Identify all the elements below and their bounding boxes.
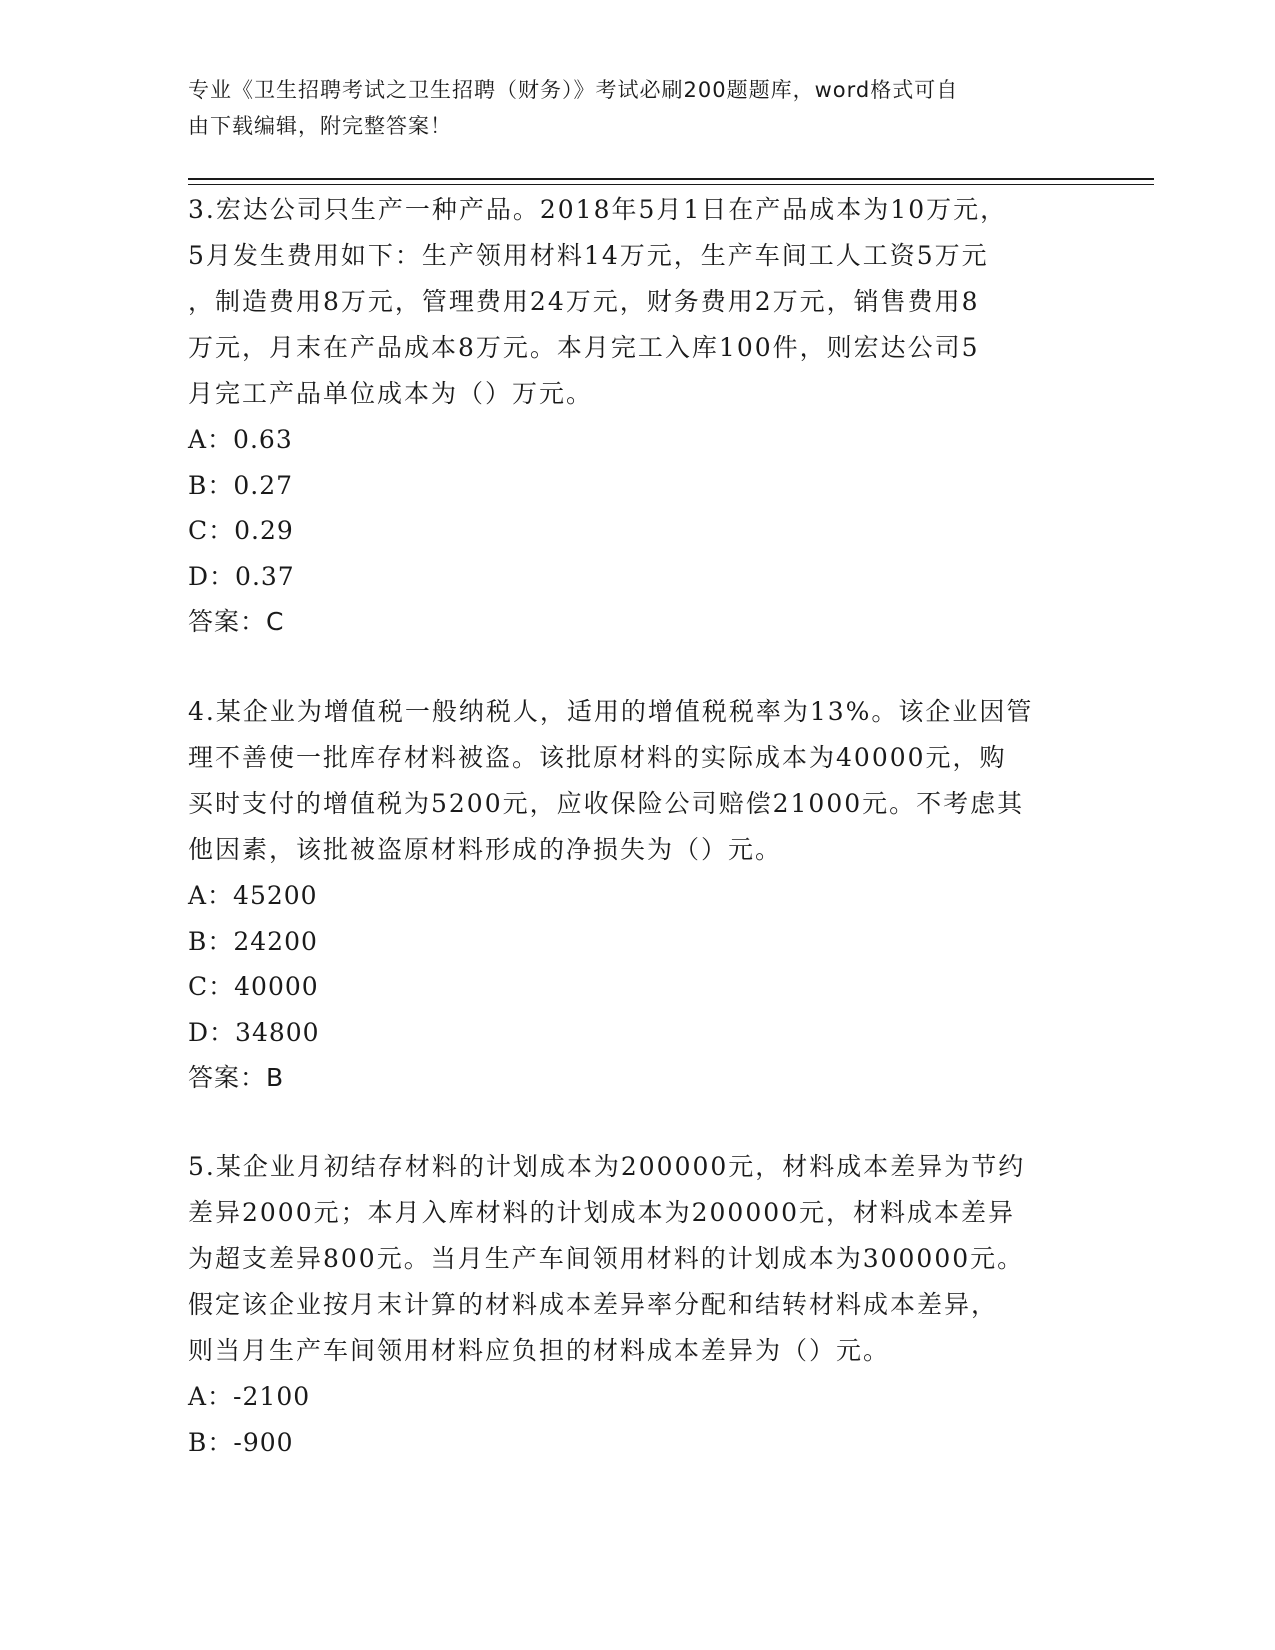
- document-header: [188, 72, 1068, 144]
- question-4-line-2: 理不善使一批库存材料被盗。该批原材料的实际成本为40000元，购: [188, 743, 1007, 772]
- question-4-option-a: A：45200: [188, 881, 318, 910]
- header-line-1: 专业《卫生招聘考试之卫生招聘（财务）》考试必刷200题题库，word格式可自: [188, 78, 959, 102]
- question-4-answer: 答案：B: [188, 1063, 285, 1092]
- question-4-line-1: 4.某企业为增值税一般纳税人，适用的增值税税率为13%。该企业因管: [188, 697, 1034, 726]
- question-5-line-5: 则当月生产车间领用材料应负担的材料成本差异为（）元。: [188, 1336, 891, 1365]
- question-4-option-b: B：24200: [188, 926, 318, 956]
- question-4: [188, 689, 1078, 1101]
- question-4-line-3: 买时支付的增值税为5200元，应收保险公司赔偿21000元。不考虑其: [188, 789, 1025, 818]
- question-5-option-a: A：-2100: [188, 1382, 311, 1411]
- header-divider-thin: [188, 184, 1154, 185]
- question-3-option-b: B：0.27: [188, 470, 294, 500]
- question-4-line-4: 他因素，该批被盗原材料形成的净损失为（）元。: [188, 835, 783, 864]
- question-5-line-3: 为超支差异800元。当月生产车间领用材料的计划成本为300000元。: [188, 1244, 1025, 1273]
- question-5-line-1: 5.某企业月初结存材料的计划成本为200000元，材料成本差异为节约: [188, 1152, 1026, 1181]
- question-3-line-1: 3.宏达公司只生产一种产品。2018年5月1日在产品成本为10万元，: [188, 195, 1008, 224]
- question-5-option-b: B：-900: [188, 1427, 294, 1457]
- question-4-option-c: C：40000: [188, 972, 319, 1001]
- question-3: [188, 187, 1078, 645]
- question-3-option-c: C：0.29: [188, 516, 294, 545]
- header-divider-thick: [188, 178, 1154, 180]
- question-3-option-d: D：0.37: [188, 561, 295, 591]
- question-5: [188, 1144, 1078, 1465]
- question-5-line-2: 差异2000元；本月入库材料的计划成本为200000元，材料成本差异: [188, 1198, 1016, 1227]
- question-3-line-3: ，制造费用8万元，管理费用24万元，财务费用2万元，销售费用8: [188, 287, 980, 316]
- header-line-2: 由下载编辑，附完整答案！: [188, 114, 452, 138]
- question-5-line-4: 假定该企业按月末计算的材料成本差异率分配和结转材料成本差异，: [188, 1290, 999, 1319]
- question-3-option-a: A：0.63: [188, 425, 293, 454]
- question-3-line-4: 万元，月末在产品成本8万元。本月完工入库100件，则宏达公司5: [188, 333, 980, 362]
- question-3-line-5: 月完工产品单位成本为（）万元。: [188, 379, 594, 408]
- question-4-option-d: D：34800: [188, 1017, 320, 1047]
- question-3-line-2: 5月发生费用如下：生产领用材料14万元，生产车间工人工资5万元: [188, 241, 989, 270]
- question-3-answer: 答案：C: [188, 607, 285, 636]
